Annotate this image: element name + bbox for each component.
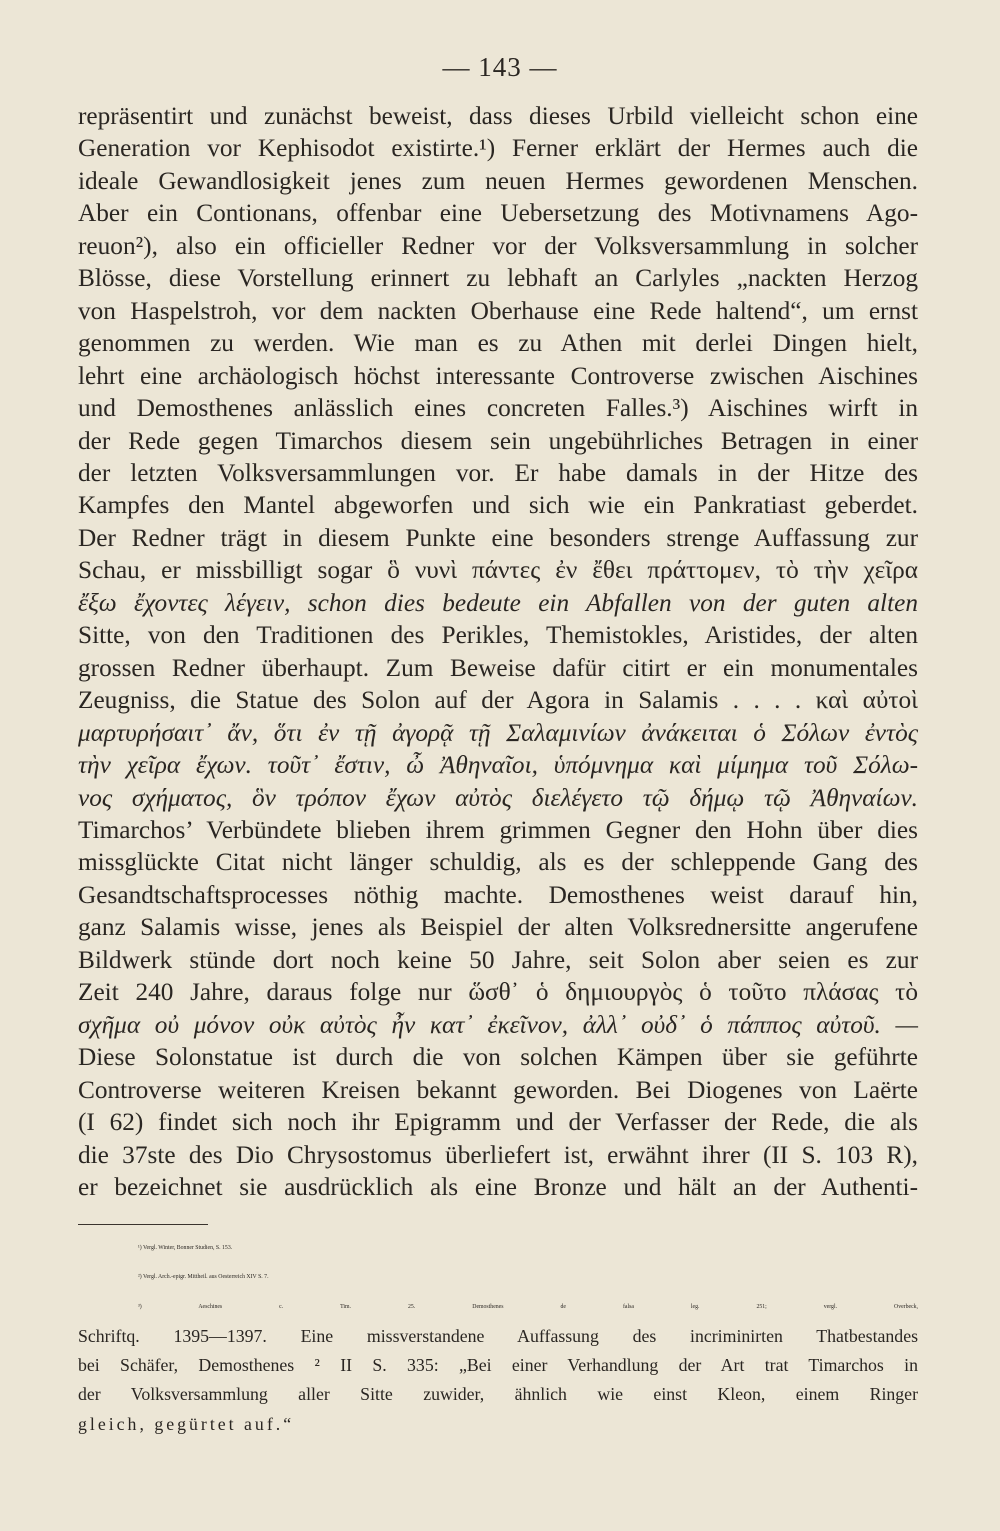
text-line: Generation vor Kephisodot existirte.¹) Ferner erklärt der Hermes auch die <box>78 134 918 163</box>
text-line: Gesandtschaftsprocesses nöthig machte. Demosthenes weist darauf hin, <box>78 880 918 909</box>
footnote-1: ¹) Vergl. Winter, Bonner Studien, S. 153. <box>138 1245 233 1251</box>
text-line: Timarchos’ Verbündete blieben ihrem grimmen Gegner den Hohn über dies <box>78 815 918 844</box>
footnote-3-continued: der Volksversammlung aller Sitte zuwider, ähnlich wie einst Kleon, einem Ringer <box>78 1384 918 1405</box>
text-line: Kampfes den Mantel abgeworfen und sich wie ein Pankratiast geberdet. <box>78 491 918 520</box>
text-line: lehrt eine archäologisch höchst interessante Controverse zwischen Aischines <box>78 361 918 390</box>
text-line: Schau, er missbilligt sogar ὃ νυνὶ πάντες ἐν ἔθει πράττομεν, τὸ τὴν χεῖρα <box>78 556 918 585</box>
text-line: Zeit 240 Jahre, daraus folge nur ὥσθ᾽ ὁ δημιουργὸς ὁ τοῦτο πλάσας τὸ <box>78 978 918 1007</box>
text-line: von Haspelstroh, vor dem nackten Oberhause eine Rede haltend“, um ernst <box>78 296 918 325</box>
footnote-2: ²) Vergl. Arch.-epigr. Mittheil. aus Oesterreich XIV S. 7. <box>138 1274 269 1281</box>
text-line-greek: σχῆμα οὐ μόνον οὐκ αὐτὸς ἦν κατ᾽ ἐκεῖνον, ἀλλ᾽ οὐδ᾽ ὁ πάππος αὐτοῦ. — <box>78 1010 918 1039</box>
text-line: reuon²), also ein officieller Redner vor der Volksversammlung in solcher <box>78 231 918 260</box>
footnote-3-continued: bei Schäfer, Demosthenes ² II S. 335: „Bei einer Verhandlung der Art trat Timarchos in <box>78 1355 918 1376</box>
text-line: Der Redner trägt in diesem Punkte eine besonders strenge Auffassung zur <box>78 523 918 552</box>
text-line: Zeugniss, die Statue des Solon auf der Agora in Salamis . . . . καὶ αὐτοὶ <box>78 686 918 715</box>
footnote-3-continued: Schriftq. 1395—1397. Eine missverstandene Auffassung des incriminirten Thatbestandes <box>78 1325 918 1346</box>
text-line: Diese Solonstatue ist durch die von solchen Kämpen über sie geführte <box>78 1043 918 1072</box>
footnote-3: ³) Aeschines c. Tim. 25. Demosthenes de falsa leg. 251; vergl. Overbeck, <box>138 1303 918 1310</box>
page-number: — 143 — <box>442 52 558 82</box>
text-line: Controverse weiteren Kreisen bekannt geworden. Bei Diogenes von Laërte <box>78 1075 918 1104</box>
text-line: ideale Gewandlosigkeit jenes zum neuen Hermes gewordenen Menschen. <box>78 166 918 195</box>
text-line-greek: μαρτυρήσαιτ᾽ ἄν, ὅτι ἐν τῇ ἀγορᾷ τῇ Σαλαμινίων ἀνάκειται ὁ Σόλων ἐντὸς <box>78 718 918 747</box>
text-line: repräsentirt und zunächst beweist, dass dieses Urbild vielleicht schon eine <box>78 102 918 130</box>
footnote-divider <box>78 1224 208 1225</box>
text-line: der letzten Volksversammlungen vor. Er habe damals in der Hitze des <box>78 458 918 487</box>
text-line: ganz Salamis wisse, jenes als Beispiel der alten Volksrednersitte angerufene <box>78 913 918 942</box>
text-line-greek: τὴν χεῖρα ἔχων. τοῦτ᾽ ἔστιν, ὦ Ἀθηναῖοι, ὑπόμνημα καὶ μίμημα τοῦ Σόλω- <box>78 751 918 780</box>
footnotes <box>78 1234 918 1439</box>
text-line: grossen Redner überhaupt. Zum Beweise dafür citirt er ein monumentales <box>78 653 918 682</box>
text-line: genommen zu werden. Wie man es zu Athen mit derlei Dingen hielt, <box>78 329 918 358</box>
text-line: er bezeichnet sie ausdrücklich als eine Bronze und hält an der Authenti- <box>78 1172 918 1201</box>
text-line: Blösse, diese Vorstellung erinnert zu lebhaft an Carlyles „nackten Herzog <box>78 264 918 293</box>
text-line: (I 62) findet sich noch ihr Epigramm und der Verfasser der Rede, die als <box>78 1108 918 1137</box>
text-line: Sitte, von den Traditionen des Perikles, Themistokles, Aristides, der alten <box>78 621 918 650</box>
text-line: Aber ein Contionans, offenbar eine Uebersetzung des Motivnamens Ago- <box>78 199 918 228</box>
text-line: Bildwerk stünde dort noch keine 50 Jahre, seit Solon aber seien es zur <box>78 945 918 974</box>
text-line-greek: ἔξω ἔχοντες λέγειν, schon dies bedeute ein Abfallen von der guten alten <box>78 588 918 617</box>
main-text <box>78 100 918 1203</box>
text-line: und Demosthenes anlässlich eines concreten Falles.³) Aischines wirft in <box>78 394 918 423</box>
text-line: missglückte Citat nicht länger schuldig, als es der schleppende Gang des <box>78 848 918 877</box>
text-line: die 37ste des Dio Chrysostomus überliefert ist, erwähnt ihrer (II S. 103 R), <box>78 1140 918 1169</box>
footnote-3-continued: gleich, gegürtet auf.“ <box>78 1413 295 1434</box>
text-line: der Rede gegen Timarchos diesem sein ungebührliches Betragen in einer <box>78 426 918 455</box>
text-line-greek: νος σχήματος, ὃν τρόπον ἔχων αὐτὸς διελέγετο τῷ δήμῳ τῷ Ἀθηναίων. <box>78 783 918 812</box>
